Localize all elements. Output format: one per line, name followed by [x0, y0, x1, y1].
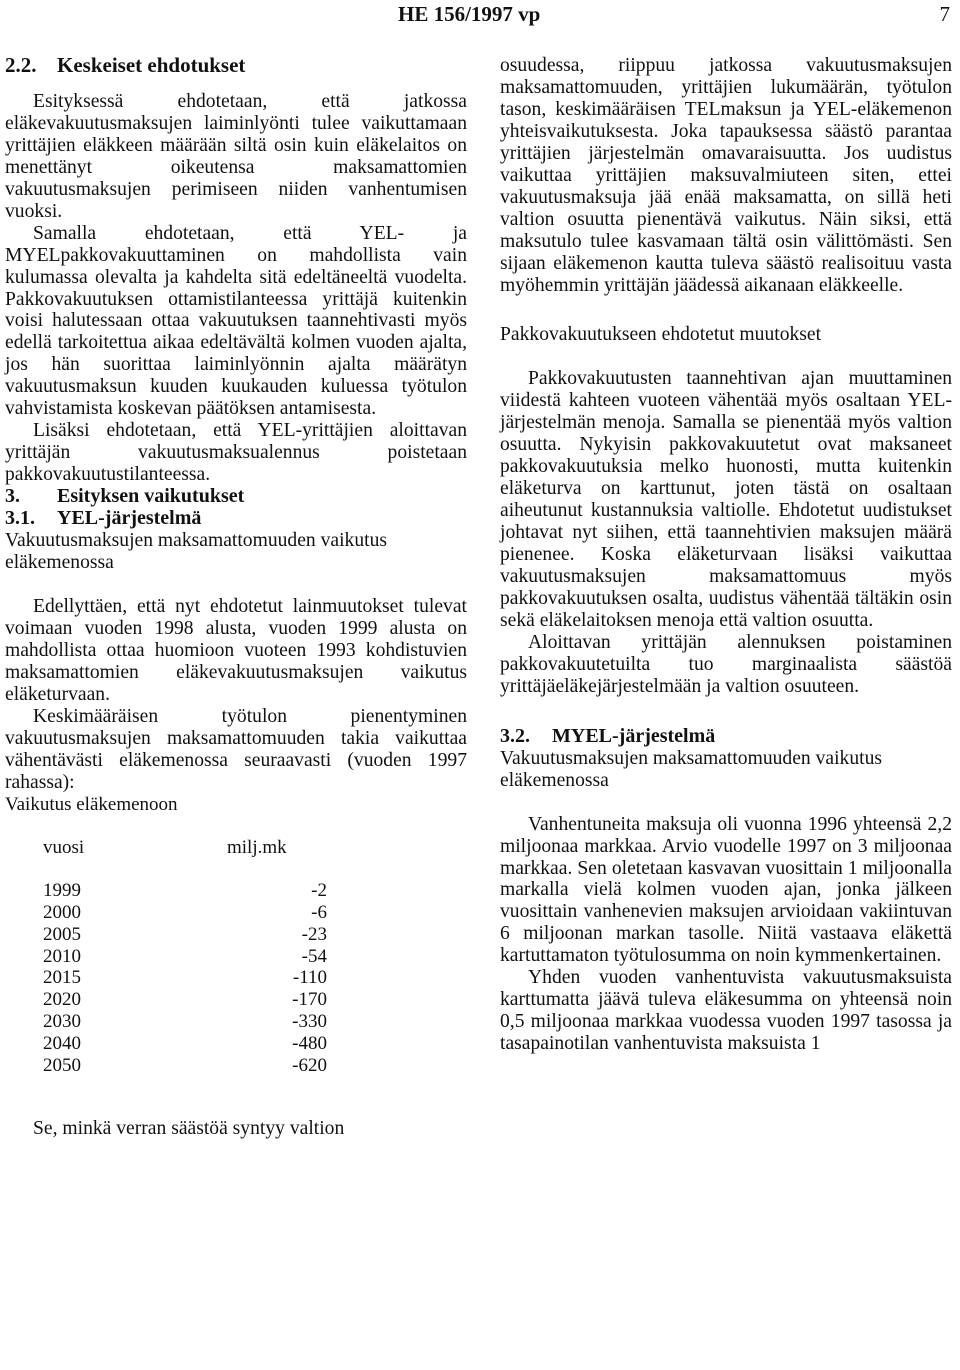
paragraph: Pakkovakuutusten taannehtivan ajan muuttaminen viidestä kahteen vuoteen vähentää myös osaltaan YEL-järjestelmän menoja. Samalla se pienentää myös valtion osuutta. Nykyisin pakkovakuutetut ovat maksaneet pakkovakuutuksia melko huonosti, mutta kuitenkin eläketurva on karttunut, joten tästä on osaltaan aiheutunut kustannuksia valtiolle. Ehdotetut uudistukset johtavat nyt siihen, että taannehtivien maksujen määrä pienenee. Koska eläketurvaan lisäksi vaikuttaa vakuutusmaksujen maksamattomuus myös pakkovakuutuksen osalta, uudistus vähentää tältäkin osin sekä eläkelaitoksen menoja että valtion osuutta.	[500, 368, 952, 631]
section-heading-3-2	[500, 726, 952, 748]
value-cell: -480	[292, 1032, 327, 1054]
value-cell: -23	[301, 923, 327, 945]
year-cell: 2050	[43, 1054, 81, 1076]
section-number: 3.	[5, 485, 20, 508]
table-header-row	[43, 837, 327, 880]
paragraph: Esityksessä ehdotetaan, että jatkossa eläkevakuutusmaksujen laiminlyönti tulee vaikuttamaan yrittäjien eläkkeen määrään siltä osin kuin eläkelaitos on menettänyt oikeutensa maksamattomien vakuutusmaksujen perimiseen niiden vanhentumisen vuoksi.	[5, 90, 467, 222]
subheading: Pakkovakuutukseen ehdotetut muutokset	[500, 324, 822, 346]
value-cell: -330	[292, 1011, 327, 1033]
paragraph: Samalla ehdotetaan, että YEL- ja MYELpakkovakuuttaminen on mahdollista vain kulumassa olevalta ja kahdelta sitä edeltäneeltä vuodelta. Pakkovakuutuksen ottamistilanteessa yrittäjä kuitenkin voisi halutessaan ottaa vakuutuksen taannehtivasti myös edellä tarkoitettua aikaa edeltävältä kolmen vuoden ajalta, jos hän suorittaa laiminlyönnin ajalta määrätyn vakuutusmaksun kuuden kuukauden kuluessa työtulon vahvistamista koskevan päätöksen antamisesta.	[5, 222, 467, 420]
section-heading-3-1	[5, 508, 467, 530]
document-id: HE 156/1997 vp	[398, 2, 541, 26]
year-cell: 2010	[43, 945, 81, 967]
paragraph: Yhden vuoden vanhentuvista vakuutusmaksuista karttumatta jäävä tuleva eläkesumma on yhteensä noin 0,5 miljoonaa markkaa vuodessa vuoden 1997 tasossa ja tasapainotilan vanhentuvista maksuista 1	[500, 967, 952, 1055]
section-title: Esityksen vaikutukset	[57, 485, 245, 508]
table-row	[43, 1055, 327, 1077]
section-heading-2-2	[5, 55, 467, 77]
table-row	[43, 1033, 327, 1055]
year-cell: 2015	[43, 967, 81, 989]
pension-effect-table	[43, 837, 327, 1076]
year-cell: 1999	[43, 880, 81, 902]
left-column	[5, 55, 467, 1140]
subheading: Vakuutusmaksujen maksamattomuuden vaikutus eläkemenossa	[500, 747, 883, 791]
year-cell: 2000	[43, 902, 81, 924]
section-number: 3.1.	[5, 507, 35, 530]
value-cell: -110	[292, 967, 327, 989]
paragraph: Edellyttäen, että nyt ehdotetut lainmuutokset tulevat voimaan vuoden 1998 alusta, vuoden 1999 alusta on mahdollista ottaa huomioon vuoteen 1993 kohdistuvien maksamattomien eläkevakuutusmaksujen vaikutus eläketurvaan.	[5, 595, 467, 705]
paragraph: Aloittavan yrittäjän alennuksen poistaminen pakkovakuutetuilta tuo marginaalista säästöä yrittäjäeläkejärjestelmään ja valtion osuuteen.	[500, 631, 952, 697]
page-number: 7	[939, 2, 950, 26]
table-row	[43, 902, 327, 924]
section-title: Keskeiset ehdotukset	[57, 53, 246, 77]
table-title: Vaikutus eläkemenoon	[5, 793, 178, 815]
table-row	[43, 924, 327, 946]
year-cell: 2040	[43, 1032, 81, 1054]
value-cell: -54	[301, 945, 327, 967]
page-header	[0, 2, 960, 32]
table-row	[43, 967, 327, 989]
value-cell: -6	[311, 902, 327, 924]
table-row	[43, 989, 327, 1011]
paragraph: Se, minkä verran säästöä syntyy valtion	[33, 1118, 345, 1140]
paragraph: Lisäksi ehdotetaan, että YEL-yrittäjien aloittavan yrittäjän vakuutusmaksualennus poistetaan pakkovakuutustilanteessa.	[5, 420, 467, 486]
year-cell: 2020	[43, 989, 81, 1011]
column-header-value: milj.mk	[227, 837, 287, 859]
value-cell: -170	[292, 989, 327, 1011]
section-title: MYEL-järjestelmä	[552, 724, 716, 747]
paragraph: Keskimääräisen työtulon pienentyminen vakuutusmaksujen maksamattomuuden takia vaikuttaa vähentävästi eläkemenossa seuraavasti (vuoden 1997 rahassa):	[5, 705, 467, 793]
year-cell: 2005	[43, 923, 81, 945]
year-cell: 2030	[43, 1011, 81, 1033]
subheading: Vakuutusmaksujen maksamattomuuden vaikutus eläkemenossa	[5, 530, 388, 573]
column-header-year: vuosi	[43, 837, 85, 859]
section-number: 3.2.	[500, 724, 530, 747]
section-number: 2.2.	[5, 53, 37, 77]
table-row	[43, 880, 327, 902]
right-column	[500, 55, 952, 1055]
section-heading-3	[5, 486, 467, 508]
value-cell: -2	[311, 880, 327, 902]
section-title: YEL-järjestelmä	[57, 507, 202, 530]
table-row	[43, 1011, 327, 1033]
paragraph: Vanhentuneita maksuja oli vuonna 1996 yhteensä 2,2 miljoonaa markkaa. Arvio vuodelle 1997 on 3 miljoonaa markkaa. Sen oletetaan kasvavan vuosittain 1 miljoonalla markalla vielä kolmen vuoden ajan, jonka jälkeen vuosittain vanhenevien maksujen arvioidaan vakiintuvan 6 miljoonan markan tasolle. Niitä vastaava eläkettä kartuttamaton työtulosumma on noin kymmenkertainen.	[500, 813, 952, 967]
value-cell: -620	[292, 1054, 327, 1076]
paragraph: osuudessa, riippuu jatkossa vakuutusmaksujen maksamattomuuden, yrittäjien lukumäärän, työtulon tason, keskimääräisen TELmaksun ja YEL-eläkemenon yhteisvaikutuksesta. Joka tapauksessa säästö parantaa yrittäjien järjestelmän omavaraisuutta. Jos uudistus vaikuttaa yrittäjien maksuvalmiuteen siten, ettei vakuutusmaksuja jää enää maksamatta, on sillä heti valtion osuutta pienentävä vaikutus. Näin siksi, että maksutulo tulee kasvamaan tältä osin välittömästi. Sen sijaan eläkemenon kautta tuleva säästö realisoituu vasta myöhemmin yrittäjän jäädessä aikanaan eläkkeelle.	[500, 55, 952, 296]
table-row	[43, 946, 327, 968]
